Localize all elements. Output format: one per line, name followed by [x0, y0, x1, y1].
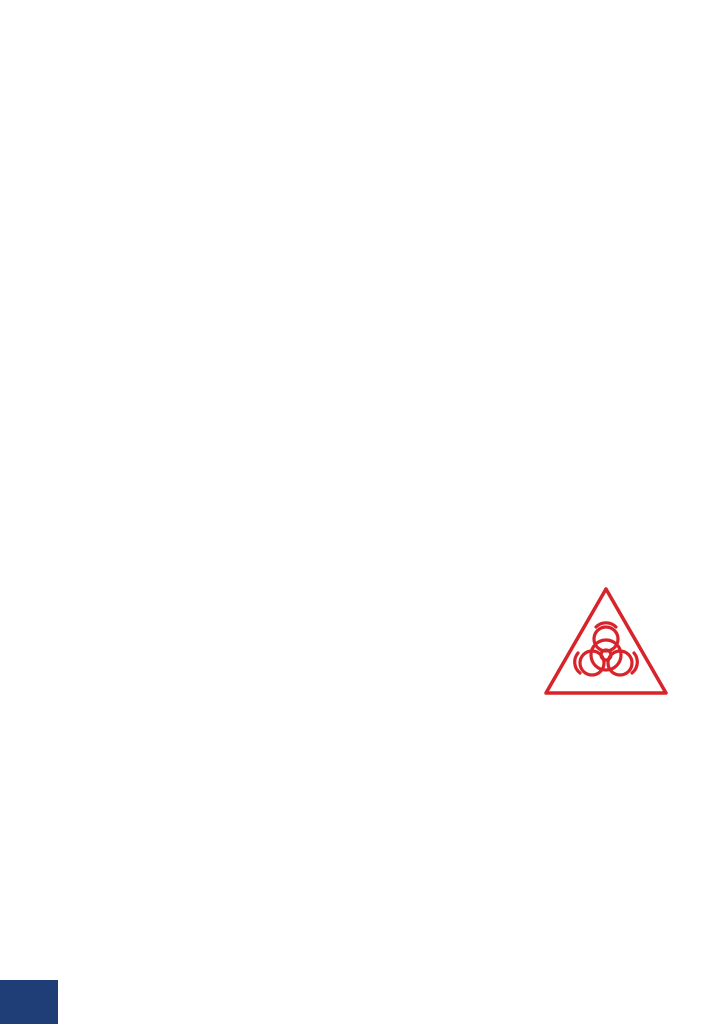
biohazard-warning-icon: [540, 583, 672, 699]
page-number: [0, 980, 58, 1024]
